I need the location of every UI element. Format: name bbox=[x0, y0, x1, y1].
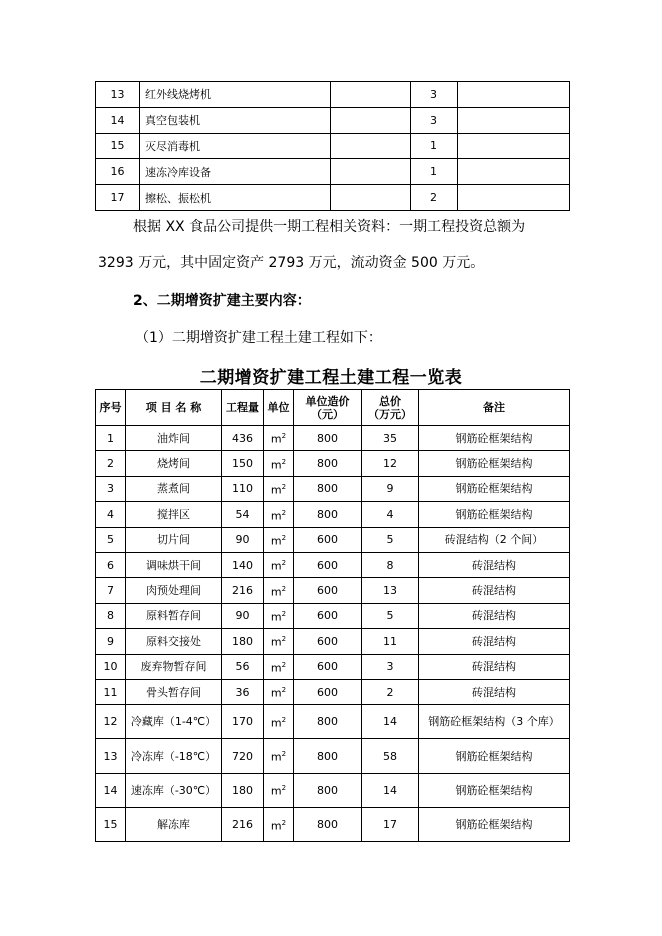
header-unit-price-line2: （元） bbox=[311, 407, 344, 421]
row-unit bbox=[264, 705, 294, 739]
unit-base: m bbox=[270, 509, 282, 523]
equipment-qty: 3 bbox=[411, 82, 458, 108]
row-qty: 110 bbox=[222, 476, 264, 501]
unit-superscript: 2 bbox=[281, 784, 287, 793]
row-qty: 140 bbox=[222, 552, 264, 577]
table-row bbox=[96, 705, 570, 739]
row-unit-price: 800 bbox=[294, 807, 362, 841]
row-name: 冷藏库（1-4℃） bbox=[126, 705, 222, 739]
row-unit bbox=[264, 807, 294, 841]
equipment-spec bbox=[331, 185, 411, 211]
unit-base: m bbox=[270, 686, 282, 700]
equipment-name: 速冻冷库设备 bbox=[140, 159, 331, 185]
row-total: 58 bbox=[362, 739, 419, 773]
row-unit-price: 800 bbox=[294, 705, 362, 739]
row-no: 8 bbox=[96, 603, 126, 628]
equipment-spec bbox=[331, 133, 411, 159]
equipment-no: 17 bbox=[96, 185, 140, 211]
row-unit bbox=[264, 679, 294, 704]
equipment-qty: 2 bbox=[411, 185, 458, 211]
row-qty: 180 bbox=[222, 629, 264, 654]
equipment-qty: 1 bbox=[411, 159, 458, 185]
row-note: 砖混结构 bbox=[419, 629, 570, 654]
row-name: 烧烤间 bbox=[126, 451, 222, 476]
row-unit bbox=[264, 451, 294, 476]
table-row bbox=[96, 654, 570, 679]
unit-superscript: 2 bbox=[281, 483, 287, 492]
unit-base: m bbox=[270, 716, 282, 730]
row-qty: 180 bbox=[222, 773, 264, 807]
equipment-note bbox=[458, 82, 570, 108]
unit-base: m bbox=[270, 610, 282, 624]
row-unit-price: 800 bbox=[294, 502, 362, 527]
header-note: 备注 bbox=[419, 390, 570, 426]
row-unit bbox=[264, 502, 294, 527]
equipment-note bbox=[458, 185, 570, 211]
unit-superscript: 2 bbox=[281, 660, 287, 669]
row-no: 6 bbox=[96, 552, 126, 577]
row-no: 9 bbox=[96, 629, 126, 654]
row-name: 原料交接处 bbox=[126, 629, 222, 654]
row-note: 砖混结构 bbox=[419, 552, 570, 577]
row-qty: 216 bbox=[222, 807, 264, 841]
unit-superscript: 2 bbox=[281, 584, 287, 593]
row-unit-price: 600 bbox=[294, 552, 362, 577]
row-unit-price: 800 bbox=[294, 426, 362, 451]
row-unit-price: 600 bbox=[294, 578, 362, 603]
row-name: 废弃物暂存间 bbox=[126, 654, 222, 679]
equipment-no: 13 bbox=[96, 82, 140, 108]
investment-paragraph-line2: 3293 万元，其中固定资产 2793 万元，流动资金 500 万元。 bbox=[98, 255, 485, 271]
row-unit-price: 800 bbox=[294, 476, 362, 501]
unit-base: m bbox=[270, 585, 282, 599]
equipment-qty: 3 bbox=[411, 107, 458, 133]
row-total: 14 bbox=[362, 773, 419, 807]
row-total: 11 bbox=[362, 629, 419, 654]
unit-superscript: 2 bbox=[281, 716, 287, 725]
header-qty: 工程量 bbox=[222, 390, 264, 426]
equipment-row bbox=[96, 82, 570, 108]
unit-superscript: 2 bbox=[281, 559, 287, 568]
unit-superscript: 2 bbox=[281, 432, 287, 441]
unit-base: m bbox=[270, 819, 282, 833]
row-no: 5 bbox=[96, 527, 126, 552]
row-name: 油炸间 bbox=[126, 426, 222, 451]
row-name: 搅拌区 bbox=[126, 502, 222, 527]
row-no: 4 bbox=[96, 502, 126, 527]
row-total: 13 bbox=[362, 578, 419, 603]
row-note: 钢筋砼框架结构（3 个库） bbox=[419, 705, 570, 739]
row-name: 原料暂存间 bbox=[126, 603, 222, 628]
unit-superscript: 2 bbox=[281, 533, 287, 542]
equipment-row bbox=[96, 159, 570, 185]
unit-superscript: 2 bbox=[281, 635, 287, 644]
equipment-note bbox=[458, 159, 570, 185]
row-name: 解冻库 bbox=[126, 807, 222, 841]
row-qty: 216 bbox=[222, 578, 264, 603]
unit-base: m bbox=[270, 636, 282, 650]
table-row bbox=[96, 578, 570, 603]
unit-superscript: 2 bbox=[281, 508, 287, 517]
row-note: 钢筋砼框架结构 bbox=[419, 426, 570, 451]
row-name: 速冻库（-30℃） bbox=[126, 773, 222, 807]
row-no: 7 bbox=[96, 578, 126, 603]
section-heading: 2、二期增资扩建主要内容： bbox=[133, 293, 311, 309]
row-unit bbox=[264, 426, 294, 451]
row-note: 砖混结构（2 个间） bbox=[419, 527, 570, 552]
row-unit-price: 600 bbox=[294, 603, 362, 628]
unit-base: m bbox=[270, 458, 282, 472]
equipment-name: 真空包装机 bbox=[140, 107, 331, 133]
unit-superscript: 2 bbox=[281, 610, 287, 619]
row-total: 5 bbox=[362, 527, 419, 552]
row-no: 13 bbox=[96, 739, 126, 773]
row-no: 3 bbox=[96, 476, 126, 501]
row-unit bbox=[264, 773, 294, 807]
unit-base: m bbox=[270, 559, 282, 573]
unit-base: m bbox=[270, 661, 282, 675]
row-unit-price: 800 bbox=[294, 451, 362, 476]
table-row bbox=[96, 451, 570, 476]
unit-base: m bbox=[270, 483, 282, 497]
row-unit bbox=[264, 552, 294, 577]
row-unit-price: 600 bbox=[294, 629, 362, 654]
equipment-name: 红外线烧烤机 bbox=[140, 82, 331, 108]
row-note: 钢筋砼框架结构 bbox=[419, 502, 570, 527]
table-row bbox=[96, 807, 570, 841]
row-unit bbox=[264, 578, 294, 603]
row-no: 2 bbox=[96, 451, 126, 476]
unit-base: m bbox=[270, 534, 282, 548]
unit-superscript: 2 bbox=[281, 750, 287, 759]
row-name: 冷冻库（-18℃） bbox=[126, 739, 222, 773]
header-unit: 单位 bbox=[264, 390, 294, 426]
row-qty: 54 bbox=[222, 502, 264, 527]
equipment-spec bbox=[331, 159, 411, 185]
equipment-note bbox=[458, 133, 570, 159]
row-unit bbox=[264, 476, 294, 501]
row-note: 砖混结构 bbox=[419, 654, 570, 679]
header-unit-price-line1: 单位造价 bbox=[305, 394, 350, 408]
header-total bbox=[362, 390, 419, 426]
equipment-name: 擦松、振松机 bbox=[140, 185, 331, 211]
investment-paragraph-line1: 根据 XX 食品公司提供一期工程相关资料：一期工程投资总额为 bbox=[133, 219, 526, 235]
equipment-table bbox=[95, 81, 570, 211]
row-qty: 170 bbox=[222, 705, 264, 739]
row-no: 12 bbox=[96, 705, 126, 739]
row-total: 12 bbox=[362, 451, 419, 476]
header-unit-price bbox=[294, 390, 362, 426]
row-name: 骨头暂存间 bbox=[126, 679, 222, 704]
row-qty: 436 bbox=[222, 426, 264, 451]
unit-superscript: 2 bbox=[281, 818, 287, 827]
table-row bbox=[96, 773, 570, 807]
row-qty: 90 bbox=[222, 527, 264, 552]
table-row bbox=[96, 679, 570, 704]
row-no: 10 bbox=[96, 654, 126, 679]
row-name: 调味烘干间 bbox=[126, 552, 222, 577]
header-total-line2: （万元） bbox=[368, 407, 412, 421]
equipment-qty: 1 bbox=[411, 133, 458, 159]
equipment-note bbox=[458, 107, 570, 133]
row-unit-price: 800 bbox=[294, 773, 362, 807]
construction-table bbox=[95, 389, 570, 842]
row-unit bbox=[264, 739, 294, 773]
row-note: 钢筋砼框架结构 bbox=[419, 451, 570, 476]
row-note: 钢筋砼框架结构 bbox=[419, 739, 570, 773]
equipment-row bbox=[96, 185, 570, 211]
row-name: 切片间 bbox=[126, 527, 222, 552]
table-title: 二期增资扩建工程土建工程一览表 bbox=[199, 368, 463, 388]
row-total: 9 bbox=[362, 476, 419, 501]
header-no: 序号 bbox=[96, 390, 126, 426]
row-no: 1 bbox=[96, 426, 126, 451]
equipment-row bbox=[96, 107, 570, 133]
row-qty: 36 bbox=[222, 679, 264, 704]
row-qty: 56 bbox=[222, 654, 264, 679]
table-row bbox=[96, 502, 570, 527]
unit-base: m bbox=[270, 785, 282, 799]
header-name: 项 目 名 称 bbox=[126, 390, 222, 426]
row-note: 钢筋砼框架结构 bbox=[419, 807, 570, 841]
row-unit-price: 600 bbox=[294, 679, 362, 704]
row-note: 砖混结构 bbox=[419, 679, 570, 704]
table-row bbox=[96, 476, 570, 501]
row-qty: 720 bbox=[222, 739, 264, 773]
row-unit bbox=[264, 629, 294, 654]
equipment-spec bbox=[331, 82, 411, 108]
row-unit-price: 800 bbox=[294, 739, 362, 773]
equipment-no: 16 bbox=[96, 159, 140, 185]
equipment-no: 15 bbox=[96, 133, 140, 159]
table-row bbox=[96, 552, 570, 577]
equipment-no: 14 bbox=[96, 107, 140, 133]
unit-superscript: 2 bbox=[281, 457, 287, 466]
unit-base: m bbox=[270, 433, 282, 447]
row-note: 钢筋砼框架结构 bbox=[419, 773, 570, 807]
header-total-line1: 总价 bbox=[379, 394, 401, 408]
table-row bbox=[96, 527, 570, 552]
equipment-row bbox=[96, 133, 570, 159]
row-total: 3 bbox=[362, 654, 419, 679]
row-no: 11 bbox=[96, 679, 126, 704]
table-row bbox=[96, 629, 570, 654]
row-total: 5 bbox=[362, 603, 419, 628]
row-unit bbox=[264, 654, 294, 679]
table-row bbox=[96, 739, 570, 773]
unit-base: m bbox=[270, 750, 282, 764]
table-row bbox=[96, 426, 570, 451]
row-unit bbox=[264, 527, 294, 552]
equipment-spec bbox=[331, 107, 411, 133]
row-total: 14 bbox=[362, 705, 419, 739]
table-header-row bbox=[96, 390, 570, 426]
row-total: 8 bbox=[362, 552, 419, 577]
row-total: 35 bbox=[362, 426, 419, 451]
row-total: 2 bbox=[362, 679, 419, 704]
row-note: 钢筋砼框架结构 bbox=[419, 476, 570, 501]
unit-superscript: 2 bbox=[281, 686, 287, 695]
row-name: 肉预处理间 bbox=[126, 578, 222, 603]
row-no: 14 bbox=[96, 773, 126, 807]
row-note: 砖混结构 bbox=[419, 578, 570, 603]
equipment-name: 灭尽消毒机 bbox=[140, 133, 331, 159]
row-no: 15 bbox=[96, 807, 126, 841]
row-unit bbox=[264, 603, 294, 628]
row-note: 砖混结构 bbox=[419, 603, 570, 628]
row-qty: 150 bbox=[222, 451, 264, 476]
row-qty: 90 bbox=[222, 603, 264, 628]
table-row bbox=[96, 603, 570, 628]
row-total: 17 bbox=[362, 807, 419, 841]
subsection-paragraph: （1）二期增资扩建工程土建工程如下： bbox=[135, 330, 382, 346]
row-unit-price: 600 bbox=[294, 527, 362, 552]
row-total: 4 bbox=[362, 502, 419, 527]
row-unit-price: 600 bbox=[294, 654, 362, 679]
row-name: 蒸煮间 bbox=[126, 476, 222, 501]
